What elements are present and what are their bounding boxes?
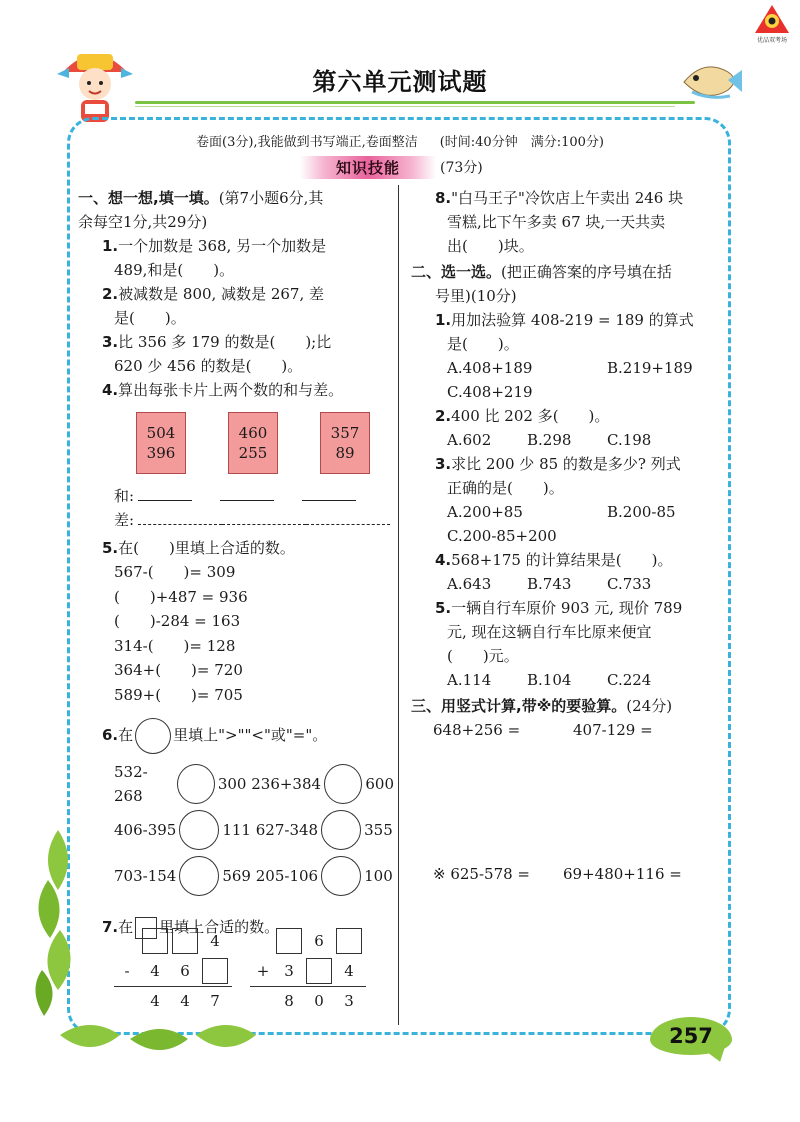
minus-sign: - xyxy=(124,962,130,980)
option-c[interactable]: C.733 xyxy=(607,575,652,593)
difference-answer-row: 差: xyxy=(78,508,394,532)
vertical-subtraction xyxy=(114,926,234,1016)
digit: 7 xyxy=(210,992,220,1010)
sum-rule xyxy=(114,986,232,987)
compare-circle[interactable] xyxy=(324,764,362,804)
question-3: 3.比 356 多 179 的数是( );比 xyxy=(102,333,332,351)
difference-blank[interactable] xyxy=(306,509,390,525)
calculation-problems-row2 xyxy=(411,862,682,886)
digit: 4 xyxy=(210,932,220,950)
option-a[interactable]: A.602 xyxy=(447,431,492,449)
page-number: 257 xyxy=(650,1017,732,1055)
calculation-problems-row1 xyxy=(411,718,723,742)
digit: 4 xyxy=(180,992,190,1010)
choice-options xyxy=(411,380,723,404)
time-score-info: (时间:40分钟 满分:100分) xyxy=(439,135,604,150)
section-3-title: 三、用竖式计算,带※的要验算。(24分) xyxy=(411,697,673,715)
digit: 6 xyxy=(314,932,324,950)
digit: 0 xyxy=(314,992,324,1010)
digit-box[interactable] xyxy=(202,958,228,984)
calc-problem-check[interactable]: ※ 625-578 = xyxy=(433,865,531,883)
plus-sign: + xyxy=(256,962,270,980)
option-c[interactable]: C.198 xyxy=(607,431,652,449)
skills-section-banner xyxy=(300,156,483,178)
sum-blank[interactable] xyxy=(220,485,274,501)
number-cards xyxy=(78,412,394,474)
equation-item[interactable]: ( )+487 = 936 xyxy=(114,587,248,606)
option-c[interactable]: C.408+219 xyxy=(447,383,533,401)
choice-options xyxy=(411,524,723,548)
compare-circle[interactable] xyxy=(179,810,219,850)
calc-problem[interactable]: 407-129 = xyxy=(573,721,653,739)
choice-options xyxy=(411,500,723,524)
choice-options xyxy=(411,572,723,596)
compare-circle[interactable] xyxy=(179,856,219,896)
choice-question-4: 4.568+175 的计算结果是( )。 xyxy=(435,551,673,569)
option-b[interactable]: B.298 xyxy=(527,431,572,449)
comparison-row: 703-154 569 205-106 100 xyxy=(78,853,394,899)
digit-box[interactable] xyxy=(306,958,332,984)
option-a[interactable]: A.408+189 xyxy=(447,359,533,377)
calc-problem[interactable]: 648+256 = xyxy=(433,721,521,739)
title-underline xyxy=(135,101,695,104)
choice-options xyxy=(411,356,723,380)
left-column xyxy=(78,186,394,941)
comparison-row: 406-395 111 627-348 355 xyxy=(78,807,394,853)
choice-question-3: 3.求比 200 少 85 的数是多少? 列式 xyxy=(435,455,681,473)
publisher-logo xyxy=(750,4,794,44)
compare-circle[interactable] xyxy=(321,856,361,896)
circle-icon xyxy=(135,718,171,754)
sum-blank[interactable] xyxy=(302,485,356,501)
choice-question-5: 5.一辆自行车原价 903 元, 现价 789 xyxy=(435,599,683,617)
option-b[interactable]: B.104 xyxy=(527,671,572,689)
option-b[interactable]: B.743 xyxy=(527,575,572,593)
difference-blank[interactable] xyxy=(222,509,306,525)
publisher-emblem-icon xyxy=(754,4,790,34)
equation-item[interactable]: ( )-284 = 163 xyxy=(114,612,241,630)
column-divider xyxy=(398,185,399,1025)
digit: 6 xyxy=(180,962,190,980)
digit: 3 xyxy=(284,962,294,980)
digit: 3 xyxy=(344,992,354,1010)
sum-answer-row: 和: xyxy=(78,484,394,508)
equation-item[interactable]: 567-( )= 309 xyxy=(114,563,236,581)
fill-equations xyxy=(78,560,394,707)
digit: 4 xyxy=(150,962,160,980)
option-a[interactable]: A.200+85 xyxy=(447,503,523,521)
question-1-line2: 489,和是( )。 xyxy=(114,261,235,279)
leaf-decoration-icon xyxy=(28,830,88,1020)
section-2-title: 二、选一选。(把正确答案的序号填在括 xyxy=(411,263,672,281)
question-8-line2: 雪糕,比下午多卖 67 块,一天共卖 xyxy=(447,213,666,231)
choice-question-1: 1.用加法验算 408-219 = 189 的算式 xyxy=(435,311,694,329)
question-1: 1.一个加数是 368, 另一个加数是 xyxy=(102,237,327,255)
comparison-row: 532-268 300 236+384 600 xyxy=(114,763,394,805)
sum-blank[interactable] xyxy=(138,485,192,501)
equation-item[interactable]: 364+( )= 720 xyxy=(114,661,243,679)
digit: 4 xyxy=(344,962,354,980)
number-card: 357 89 xyxy=(320,412,370,474)
section-2-title-line2: 号里)(10分) xyxy=(435,287,517,305)
right-column xyxy=(411,186,723,742)
question-5: 5.在( )里填上合适的数。 xyxy=(102,539,295,557)
skills-score: (73分) xyxy=(440,160,483,176)
compare-circle[interactable] xyxy=(177,764,215,804)
difference-blank[interactable] xyxy=(138,509,222,525)
question-4: 4.算出每张卡片上两个数的和与差。 xyxy=(102,381,344,399)
question-8: 8."白马王子"冷饮店上午卖出 246 块 xyxy=(435,189,684,207)
calc-problem[interactable]: 69+480+116 = xyxy=(563,865,682,883)
choice-question-5-line2: 元, 现在这辆自行车比原来便宜 xyxy=(447,623,652,641)
option-a[interactable]: A.114 xyxy=(447,671,492,689)
question-7: 7.在 里填上合适的数。 xyxy=(78,913,394,941)
option-b[interactable]: B.219+189 xyxy=(607,359,693,377)
test-header xyxy=(90,131,710,150)
skills-badge: 知识技能 xyxy=(300,156,436,179)
vertical-addition xyxy=(250,926,370,1016)
digit-box[interactable] xyxy=(142,928,168,954)
compare-circle[interactable] xyxy=(321,810,361,850)
equation-item[interactable]: 589+( )= 705 xyxy=(114,685,243,704)
choice-options xyxy=(411,428,723,452)
question-8-line3: 出( )块。 xyxy=(447,237,534,255)
choice-question-2: 2.400 比 202 多( )。 xyxy=(435,407,610,425)
question-3-line2: 620 少 456 的数是( )。 xyxy=(114,357,303,375)
neatness-note: 卷面(3分),我能做到书写端正,卷面整洁 xyxy=(196,135,418,150)
digit: 4 xyxy=(150,992,160,1010)
number-card: 504 396 xyxy=(136,412,186,474)
title-underline-thin xyxy=(135,106,675,107)
question-2-line2: 是( )。 xyxy=(114,309,186,327)
choice-question-1-line2: 是( )。 xyxy=(447,335,519,353)
number-card: 460 255 xyxy=(228,412,278,474)
choice-question-5-line3: ( )元。 xyxy=(447,647,519,665)
section-1-title-line2: 余每空1分,共29分) xyxy=(78,213,208,231)
choice-question-3-line2: 正确的是( )。 xyxy=(447,479,564,497)
choice-options xyxy=(411,668,723,692)
option-a[interactable]: A.643 xyxy=(447,575,492,593)
page-title: 第六单元测试题 xyxy=(312,68,488,96)
digit: 8 xyxy=(284,992,294,1010)
bottom-leaf-decoration-icon xyxy=(60,1015,300,1065)
equation-item[interactable]: 314-( )= 128 xyxy=(114,636,236,655)
question-6: 6.在 里填上">""<"或"="。 xyxy=(78,715,394,755)
option-c[interactable]: C.224 xyxy=(607,671,652,689)
question-2: 2.被减数是 800, 减数是 267, 差 xyxy=(102,285,325,303)
publisher-name: 优品双考场 xyxy=(756,37,787,44)
digit-box[interactable] xyxy=(336,928,362,954)
section-1-title: 一、想一想,填一填。(第7小题6分,其 xyxy=(78,189,324,207)
option-b[interactable]: B.200-85 xyxy=(607,503,676,521)
sum-rule xyxy=(250,986,366,987)
option-c[interactable]: C.200-85+200 xyxy=(447,527,557,545)
digit-box[interactable] xyxy=(276,928,302,954)
digit-box[interactable] xyxy=(172,928,198,954)
